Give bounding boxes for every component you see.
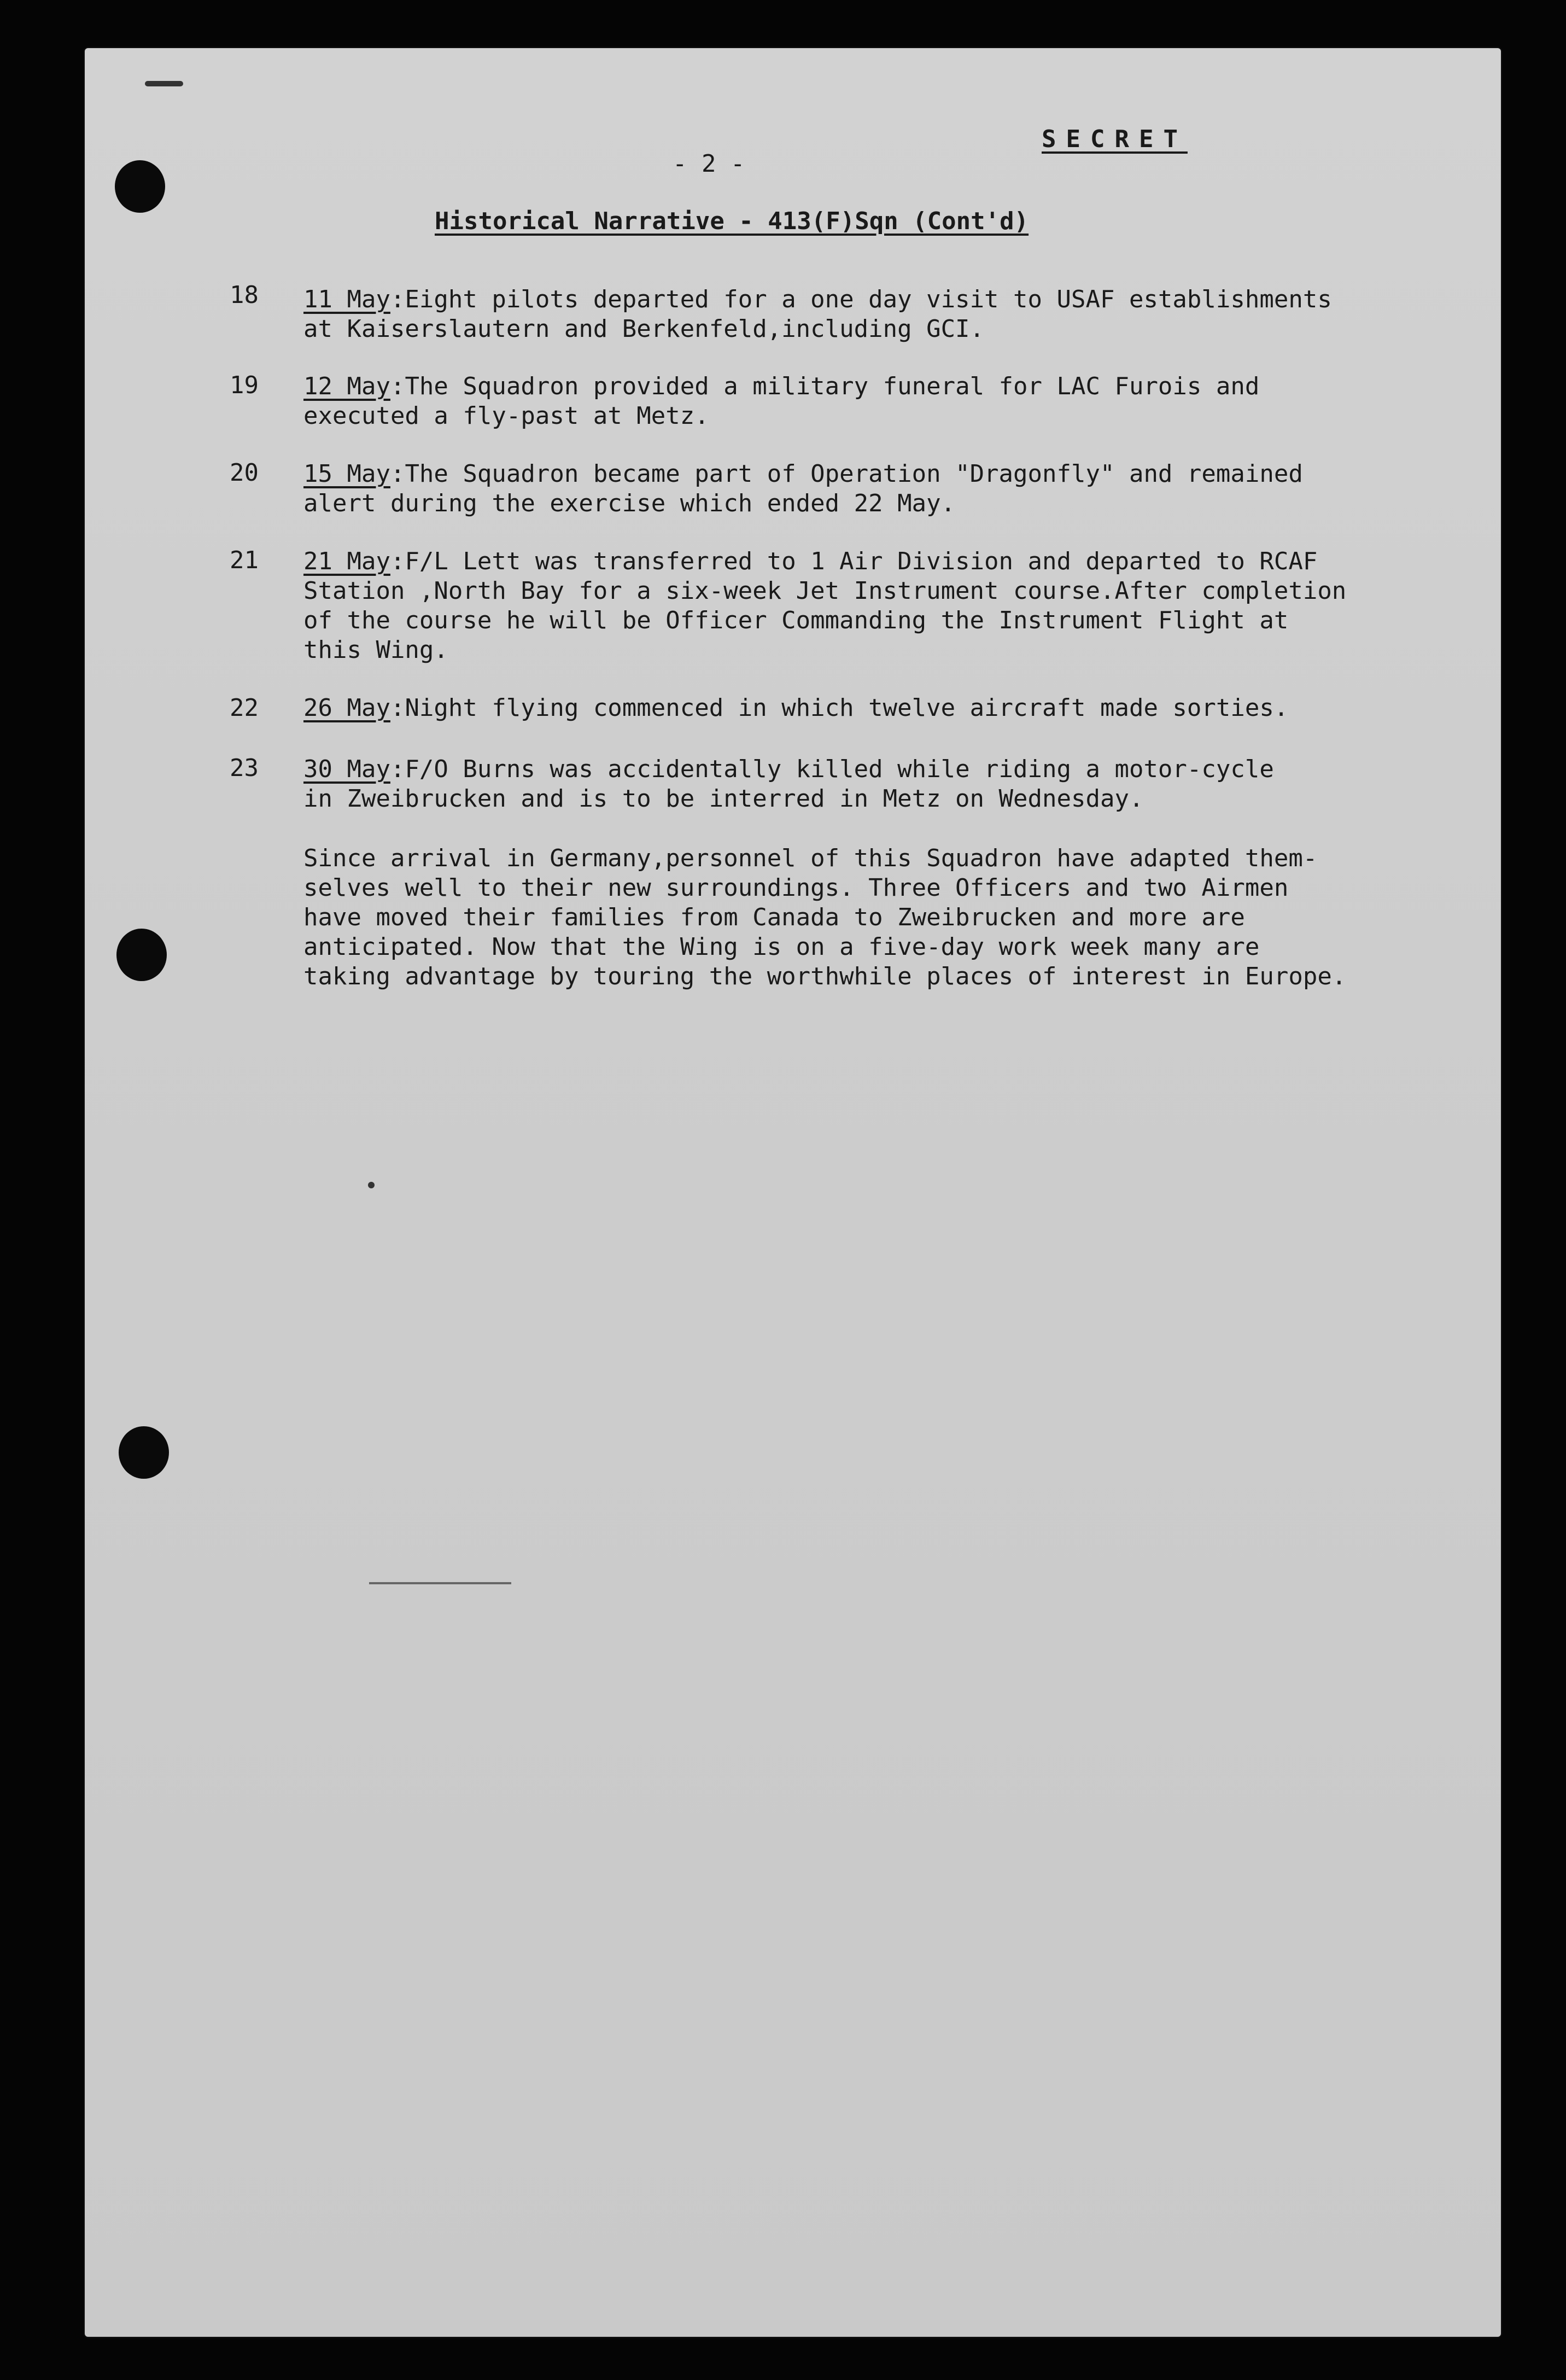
paragraph-line: have moved their families from Canada to Zweibrucken and more are xyxy=(303,903,1245,931)
entry-text xyxy=(303,285,1332,344)
entry-date: 26 May xyxy=(303,694,390,722)
entry-line: :F/L Lett was transferred to 1 Air Division and departed to RCAF xyxy=(390,547,1318,575)
entry-line: at Kaiserslautern and Berkenfeld,including GCI. xyxy=(303,315,985,343)
entry-line: :The Squadron became part of Operation "Dragonfly" and remained xyxy=(390,460,1303,488)
entry-text xyxy=(303,459,1303,518)
closing-paragraph xyxy=(303,844,1346,991)
punch-hole-middle xyxy=(116,929,167,981)
page-number: - 2 - xyxy=(673,150,745,178)
entry-text xyxy=(303,372,1259,431)
entry-date: 15 May xyxy=(303,460,390,488)
entry-number: 21 xyxy=(230,546,259,574)
classification-label: SECRET xyxy=(1042,125,1188,153)
entry-line: this Wing. xyxy=(303,636,448,664)
punch-hole-bottom xyxy=(119,1426,169,1479)
entry-line: :Eight pilots departed for a one day visit to USAF establishments xyxy=(390,285,1332,313)
paragraph-line: Since arrival in Germany,personnel of this Squadron have adapted them- xyxy=(303,844,1318,872)
entry-line: :Night flying commenced in which twelve aircraft made sorties. xyxy=(390,694,1289,722)
entry-line: :F/O Burns was accidentally killed while riding a motor-cycle xyxy=(390,755,1274,783)
entry-text xyxy=(303,693,1288,723)
entry-number: 20 xyxy=(230,459,259,487)
entry-date: 12 May xyxy=(303,372,390,400)
document-page xyxy=(85,48,1501,2337)
entry-date: 11 May xyxy=(303,285,390,313)
entry-number: 19 xyxy=(230,371,259,399)
document-title: Historical Narrative - 413(F)Sqn (Cont'd) xyxy=(435,207,1029,235)
entry-text xyxy=(303,547,1346,665)
entry-line: of the course he will be Officer Commanding the Instrument Flight at xyxy=(303,606,1289,634)
entry-date: 21 May xyxy=(303,547,390,575)
entry-date: 30 May xyxy=(303,755,390,783)
paragraph-line: selves well to their new surroundings. Three Officers and two Airmen xyxy=(303,874,1289,902)
paragraph-line: taking advantage by touring the worthwhile places of interest in Europe. xyxy=(303,962,1347,990)
entry-line: executed a fly-past at Metz. xyxy=(303,402,709,430)
entry-number: 22 xyxy=(230,694,259,722)
entry-line: :The Squadron provided a military funeral for LAC Furois and xyxy=(390,372,1260,400)
entry-line: alert during the exercise which ended 22 May. xyxy=(303,489,956,517)
entry-number: 18 xyxy=(230,281,259,309)
entry-text xyxy=(303,755,1274,814)
entry-line: Station ,North Bay for a six-week Jet Instrument course.After completion xyxy=(303,577,1347,605)
entry-line: in Zweibrucken and is to be interred in Metz on Wednesday. xyxy=(303,785,1144,813)
entry-number: 23 xyxy=(230,754,259,782)
paragraph-line: anticipated. Now that the Wing is on a five-day work week many are xyxy=(303,933,1260,961)
stray-mark xyxy=(369,1582,511,1584)
stray-mark xyxy=(145,81,183,86)
punch-hole-top xyxy=(115,160,165,213)
stray-mark xyxy=(368,1182,375,1188)
